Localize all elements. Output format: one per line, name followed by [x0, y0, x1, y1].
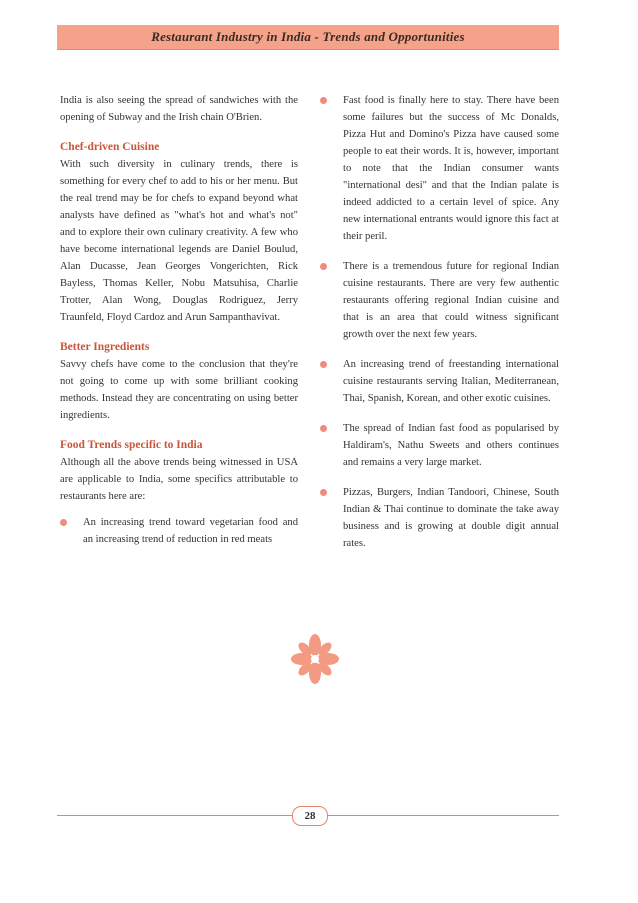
list-item — [320, 356, 559, 407]
list-item — [320, 92, 559, 245]
section-body-chef-driven: With such diversity in culinary trends, there is something for every chef to add to his or her menu. But the real trend may be for chefs to expand beyond what analysts have defined as "what's hot and what's not" and to explore their own culinary creativity. A few who have become international legends are Daniel Boulud, Alan Ducasse, Jean Georges Vongerichten, Rick Bayless, Thomas Keller, Nobu Matsuhisa, Charlie Trotter, Alan Wong, Douglas Rodriguez, Jerry Traunfeld, Floyd Cardoz and Arun Sampanthavivat. — [60, 159, 298, 323]
bullet-dot-icon — [60, 519, 67, 526]
list-item-text: An increasing trend toward vegetarian food and an increasing trend of reduction in red meats — [83, 517, 298, 545]
bullet-dot-icon — [320, 361, 327, 368]
bullet-dot-icon — [320, 263, 327, 270]
list-item-text: An increasing trend of freestanding international cuisine restaurants serving Italian, Mediterranean, Thai, Spanish, Korean, and other exotic cuisines. — [343, 359, 559, 404]
bullet-dot-icon — [320, 425, 327, 432]
list-item — [60, 514, 298, 548]
right-bullet-list — [320, 92, 559, 552]
flower-ornament-icon — [291, 633, 339, 685]
left-column — [60, 92, 298, 561]
bullet-dot-icon — [320, 97, 327, 104]
left-bullet-list — [60, 514, 298, 548]
section-heading-food-trends: Food Trends specific to India — [60, 439, 203, 451]
right-column — [320, 92, 559, 565]
header-title: Restaurant Industry in India - Trends and Opportunities — [151, 29, 465, 44]
header-band — [57, 25, 559, 50]
list-item-text: There is a tremendous future for regional Indian cuisine restaurants. There are very few authentic restaurants offering regional Indian cuisine and that is an area that could witness significant growth over the next few years. — [343, 261, 559, 340]
list-item-text: Pizzas, Burgers, Indian Tandoori, Chinese, South Indian & Thai continue to dominate the take away business and is growing at double digit annual rates. — [343, 487, 559, 549]
list-item-text: The spread of Indian fast food as popularised by Haldiram's, Nathu Sweets and others continues and remains a very large market. — [343, 423, 559, 468]
section-body-better-ingredients: Savvy chefs have come to the conclusion that they're not going to come up with some brilliant cooking methods. Instead they are concentrating on using better ingredients. — [60, 359, 298, 421]
section-heading-better-ingredients: Better Ingredients — [60, 341, 150, 353]
section-body-food-trends: Although all the above trends being witnessed in USA are applicable to India, some specifics attributable to restaurants here are: — [60, 457, 298, 502]
list-item — [320, 420, 559, 471]
page-number: 28 — [292, 806, 328, 826]
list-item-text: Fast food is finally here to stay. There have been some failures but the success of Mc Donalds, Pizza Hut and Domino's Pizza have caused some people to eat their words. It is, however, important to note that the Indian consumer wants "international desi" and that the Indian palate is indeed addicted to a certain level of spice. Any new international entrants would ignore this fact at their peril. — [343, 95, 559, 242]
bullet-dot-icon — [320, 489, 327, 496]
list-item — [320, 258, 559, 343]
section-heading-chef-driven: Chef-driven Cuisine — [60, 141, 160, 153]
intro-paragraph: India is also seeing the spread of sandwiches with the opening of Subway and the Irish chain O'Brien. — [60, 95, 298, 123]
list-item — [320, 484, 559, 552]
